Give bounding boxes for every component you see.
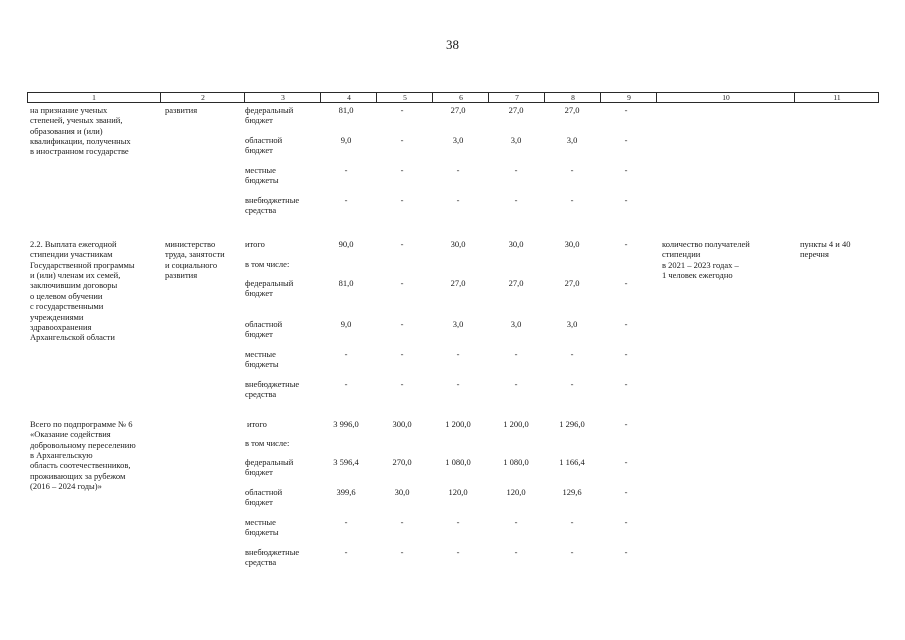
section2-row1-value8: 27,0 — [564, 278, 580, 288]
section1-row3-value6: - — [456, 165, 460, 175]
section2-total-value7: 30,0 — [508, 239, 524, 249]
section1-row2-value8: 3,0 — [566, 135, 578, 145]
section3-total-value4: 3 996,0 — [333, 419, 359, 429]
section2-row2-value5: - — [400, 319, 404, 329]
section2-total-value5: - — [400, 239, 404, 249]
section1-row1-value5: - — [400, 105, 404, 115]
section1-row3-source: местные бюджеты — [245, 165, 279, 186]
section1-row3-value5: - — [400, 165, 404, 175]
section1-row4-value7: - — [514, 195, 518, 205]
section2-row1-value7: 27,0 — [508, 278, 524, 288]
section2-row3-value9: - — [624, 349, 628, 359]
section3-row1-value4: 3 596,4 — [333, 457, 359, 467]
section2-row3-value6: - — [456, 349, 460, 359]
section2-total-value8: 30,0 — [564, 239, 580, 249]
section3-row2-source: областной бюджет — [245, 487, 283, 508]
section2-row4-source: внебюджетные средства — [245, 379, 300, 400]
header-col-6: 6 — [432, 93, 489, 102]
section3-row4-value7: - — [514, 547, 518, 557]
section1-description: на признание ученых степеней, ученых званий, образования и (или) квалификации, полученных в иностранном государстве — [30, 105, 131, 157]
section1-row3-value4: - — [344, 165, 348, 175]
section3-row2-value9: - — [624, 487, 628, 497]
section1-executor: развития — [165, 105, 198, 115]
section2-row3-value4: - — [344, 349, 348, 359]
section2-row4-value7: - — [514, 379, 518, 389]
header-col-3: 3 — [244, 93, 321, 102]
section3-row1-value5: 270,0 — [392, 457, 412, 467]
section2-total-value4: 90,0 — [338, 239, 354, 249]
section1-row2-value6: 3,0 — [452, 135, 464, 145]
section1-row4-value5: - — [400, 195, 404, 205]
section1-row2-value7: 3,0 — [510, 135, 522, 145]
section2-row4-value9: - — [624, 379, 628, 389]
section1-row3-value8: - — [570, 165, 574, 175]
section1-row2-value9: - — [624, 135, 628, 145]
section3-total-source: итого — [247, 419, 267, 429]
section1-row4-source: внебюджетные средства — [245, 195, 300, 216]
section3-total-value9: - — [624, 419, 628, 429]
section2-row1-source: федеральный бюджет — [245, 278, 294, 299]
section3-total-value7: 1 200,0 — [503, 419, 529, 429]
section3-total-value5: 300,0 — [392, 419, 412, 429]
section1-row1-source: федеральный бюджет — [245, 105, 294, 126]
section1-row2-value5: - — [400, 135, 404, 145]
section2-total-value6: 30,0 — [450, 239, 466, 249]
section1-row3-value7: - — [514, 165, 518, 175]
section2-row2-value7: 3,0 — [510, 319, 522, 329]
header-col-1: 1 — [92, 93, 96, 102]
section2-including-label: в том числе: — [245, 259, 290, 269]
section3-row1-value6: 1 080,0 — [445, 457, 471, 467]
section3-row1-source: федеральный бюджет — [245, 457, 294, 478]
section3-row3-value5: - — [400, 517, 404, 527]
section3-row4-value6: - — [456, 547, 460, 557]
section1-row1-value6: 27,0 — [450, 105, 466, 115]
section2-row4-value8: - — [570, 379, 574, 389]
section1-row4-value8: - — [570, 195, 574, 205]
section2-indicator: количество получателей стипендии в 2021 – 2023 годах – 1 человек ежегодно — [662, 239, 750, 281]
page-number: 38 — [446, 37, 459, 52]
section1-row3-value9: - — [624, 165, 628, 175]
section3-row4-source: внебюджетные средства — [245, 547, 300, 568]
section1-row4-value9: - — [624, 195, 628, 205]
section3-row2-value7: 120,0 — [506, 487, 526, 497]
header-col-4: 4 — [320, 93, 377, 102]
section2-executor: министерство труда, занятости и социального развития — [165, 239, 225, 281]
section3-row4-value9: - — [624, 547, 628, 557]
table-header-row — [27, 92, 879, 103]
section2-row1-value9: - — [624, 278, 628, 288]
section2-row3-source: местные бюджеты — [245, 349, 279, 370]
section2-description: 2.2. Выплата ежегодной стипендии участникам Государственной программы и (или) членам их семей, заключившим договоры о целевом обучении с государственными учреждениями здравоохранения Архангельской области — [30, 239, 135, 343]
section3-row3-value6: - — [456, 517, 460, 527]
section1-row1-value9: - — [624, 105, 628, 115]
section3-description: Всего по подпрограмме № 6 «Оказание содействия добровольному переселению в Архангельскую область соотечественников, проживающих за рубежом (2016 – 2024 годы)» — [30, 419, 136, 492]
section1-row1-value7: 27,0 — [508, 105, 524, 115]
section3-row2-value4: 399,6 — [336, 487, 356, 497]
header-col-11: 11 — [794, 93, 879, 102]
section3-row2-value8: 129,6 — [562, 487, 582, 497]
section2-row2-value4: 9,0 — [340, 319, 352, 329]
section2-row1-value4: 81,0 — [338, 278, 354, 288]
section3-total-value6: 1 200,0 — [445, 419, 471, 429]
section3-row4-value8: - — [570, 547, 574, 557]
section3-including-label: в том числе: — [245, 438, 290, 448]
section3-row1-value9: - — [624, 457, 628, 467]
section1-row4-value6: - — [456, 195, 460, 205]
header-col-7: 7 — [488, 93, 545, 102]
section2-row1-value6: 27,0 — [450, 278, 466, 288]
section1-row2-source: областной бюджет — [245, 135, 283, 156]
section2-row2-value8: 3,0 — [566, 319, 578, 329]
section2-total-value9: - — [624, 239, 628, 249]
section3-row3-value4: - — [344, 517, 348, 527]
section2-reference: пункты 4 и 40 перечня — [800, 239, 851, 260]
section3-row4-value5: - — [400, 547, 404, 557]
section2-row2-value6: 3,0 — [452, 319, 464, 329]
section2-row1-value5: - — [400, 278, 404, 288]
section3-row3-value8: - — [570, 517, 574, 527]
section2-row4-value4: - — [344, 379, 348, 389]
section1-row4-value4: - — [344, 195, 348, 205]
section3-row3-value7: - — [514, 517, 518, 527]
section2-row4-value6: - — [456, 379, 460, 389]
section2-row3-value8: - — [570, 349, 574, 359]
section1-row2-value4: 9,0 — [340, 135, 352, 145]
section2-row2-value9: - — [624, 319, 628, 329]
section3-row1-value7: 1 080,0 — [503, 457, 529, 467]
section3-row4-value4: - — [344, 547, 348, 557]
section2-row4-value5: - — [400, 379, 404, 389]
section2-row2-source: областной бюджет — [245, 319, 283, 340]
section1-row1-value8: 27,0 — [564, 105, 580, 115]
header-col-9: 9 — [600, 93, 657, 102]
section3-row2-value6: 120,0 — [448, 487, 468, 497]
section2-row3-value5: - — [400, 349, 404, 359]
header-col-8: 8 — [544, 93, 601, 102]
section3-total-value8: 1 296,0 — [559, 419, 585, 429]
section3-row1-value8: 1 166,4 — [559, 457, 585, 467]
header-col-5: 5 — [376, 93, 433, 102]
section3-row3-source: местные бюджеты — [245, 517, 279, 538]
section2-row3-value7: - — [514, 349, 518, 359]
section3-row3-value9: - — [624, 517, 628, 527]
section1-row1-value4: 81,0 — [338, 105, 354, 115]
header-col-2: 2 — [160, 93, 245, 102]
section2-total-source: итого — [245, 239, 265, 249]
header-col-10: 10 — [656, 93, 795, 102]
section3-row2-value5: 30,0 — [394, 487, 410, 497]
